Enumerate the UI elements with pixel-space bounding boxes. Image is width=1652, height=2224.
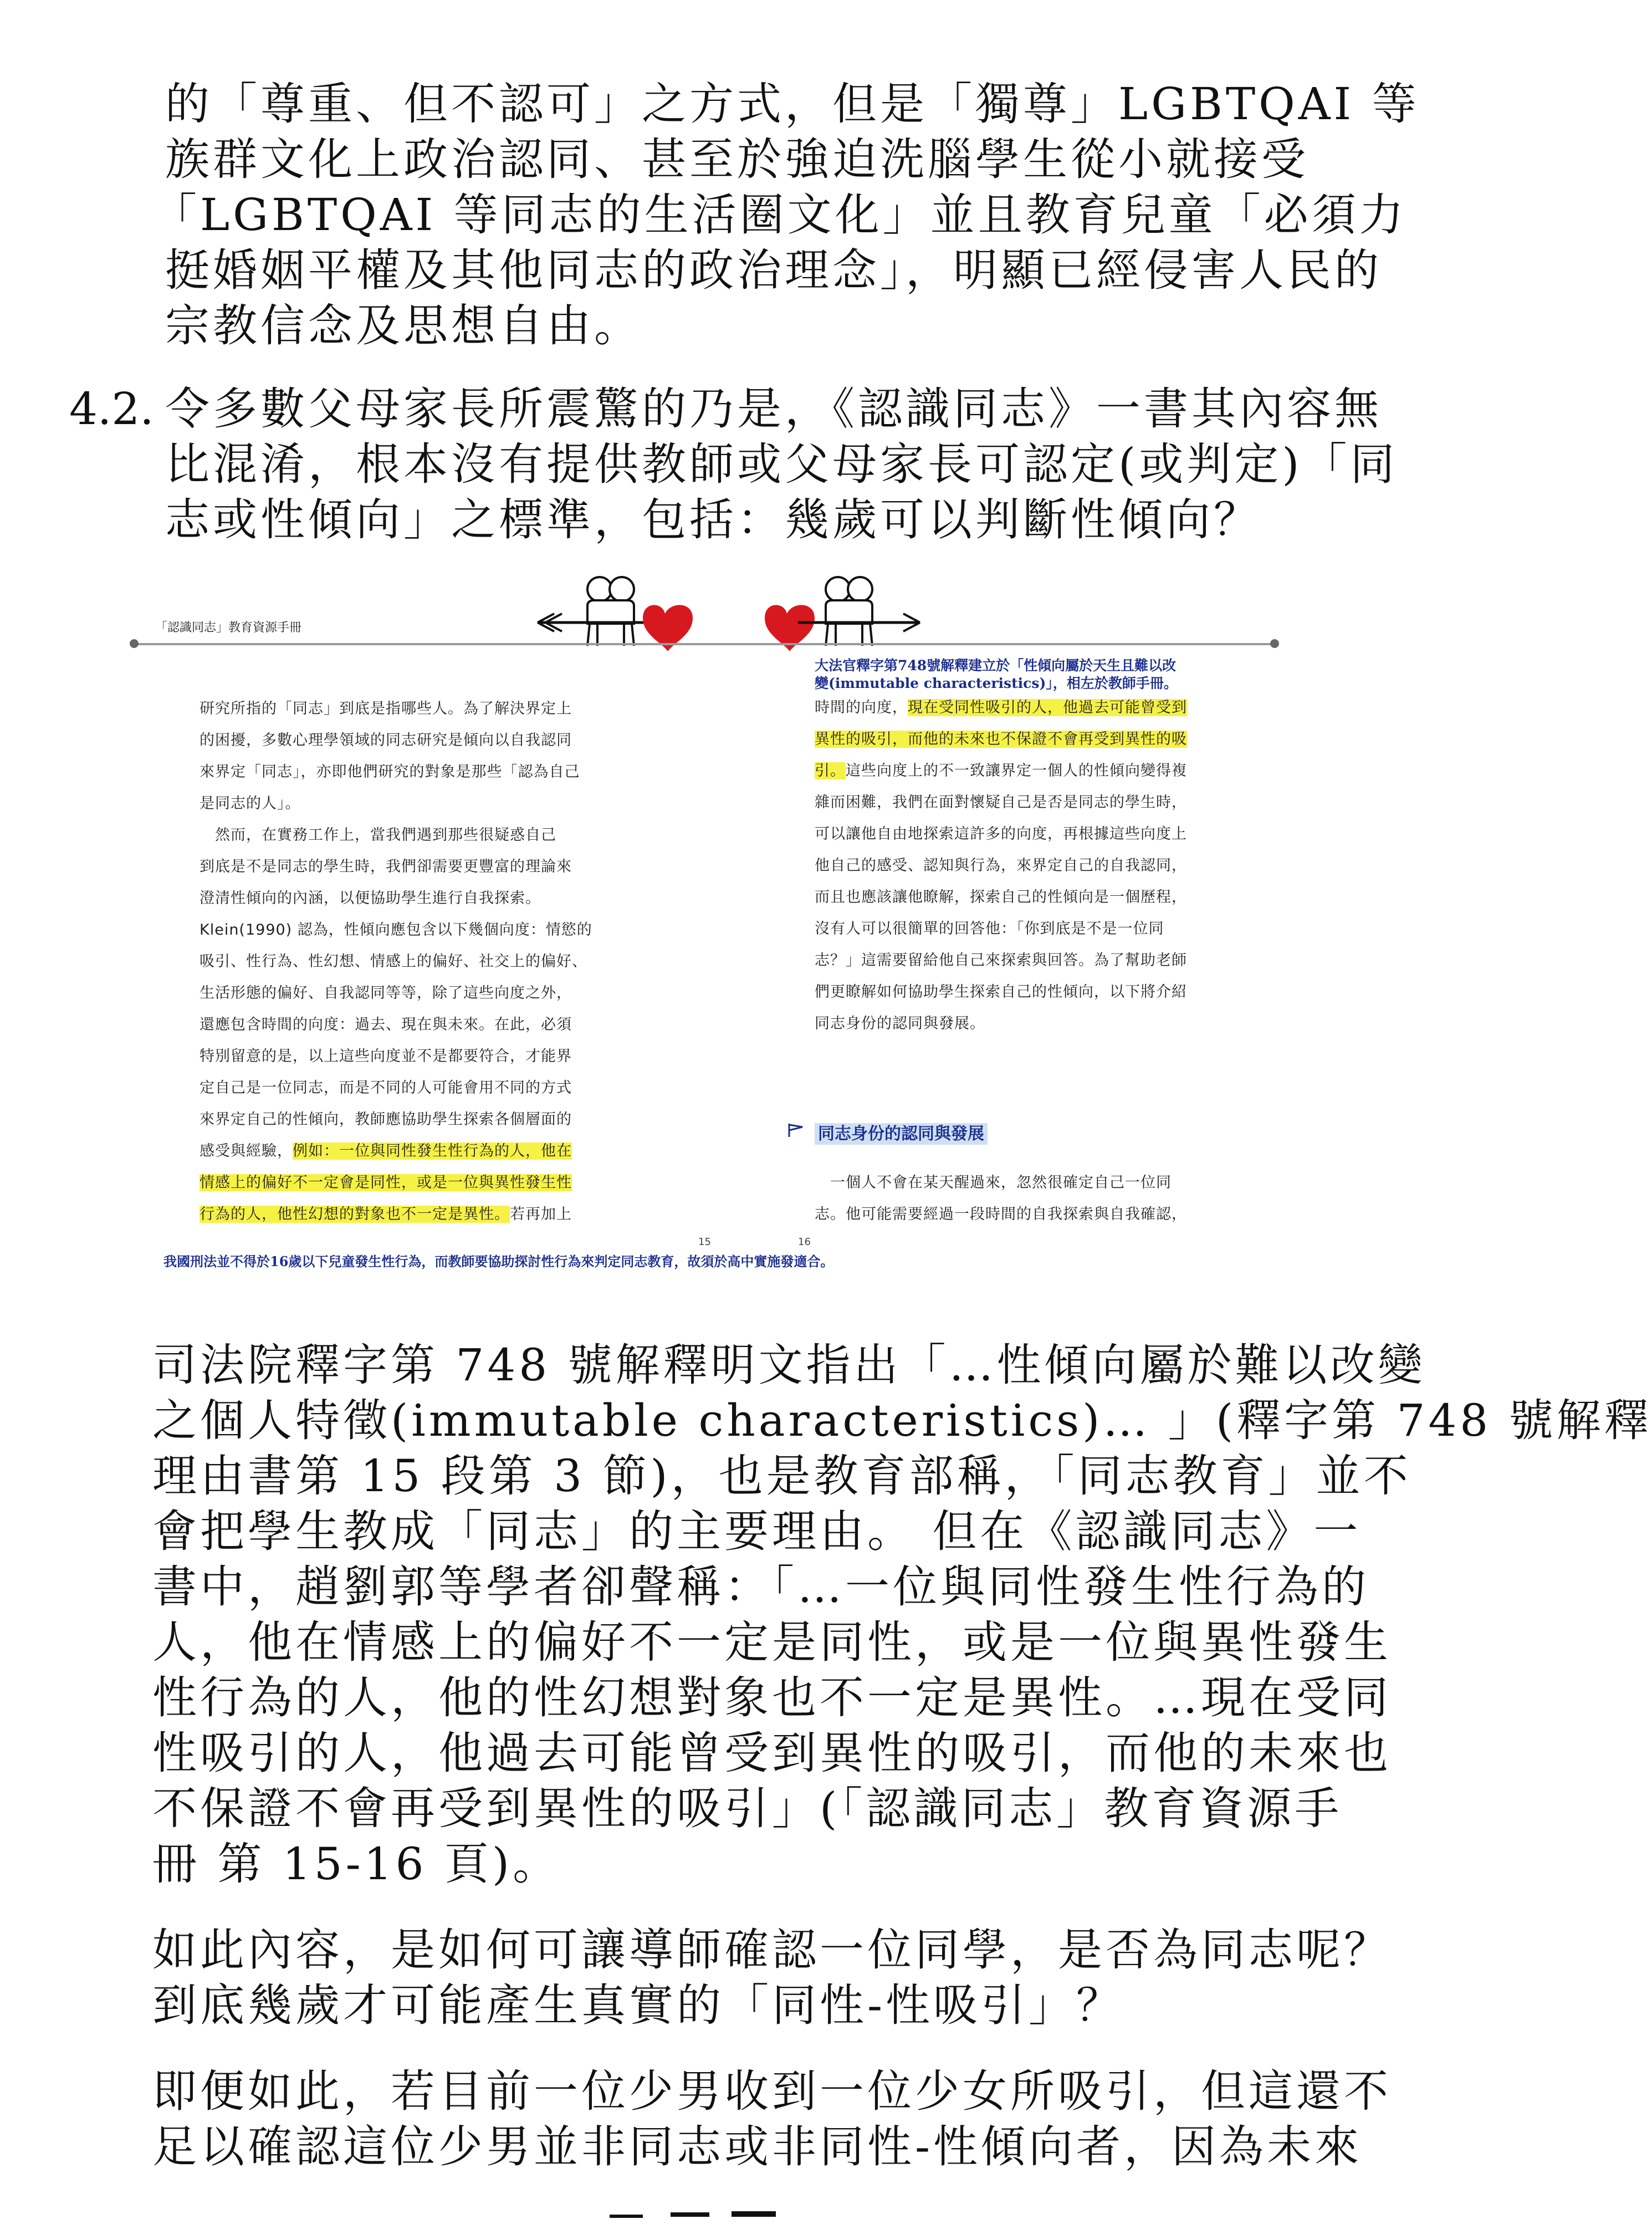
flag-icon — [787, 1121, 806, 1138]
highlight: 例如：一位與同性發生性行為的人，他在 — [293, 1142, 572, 1160]
intro-line: 族群文化上政治認同、甚至於強迫洗腦學生從小就接受 — [165, 134, 1309, 185]
body-line: 不保證不會再受到異性的吸引」(「認識同志」教育資源手 — [152, 1783, 1343, 1834]
handbook-header: 「認識同志」教育資源手冊 — [155, 621, 302, 635]
body-line: 如此內容，是如何可讓導師確認一位同學，是否為同志呢？ — [152, 1924, 1392, 1976]
body-line: 之個人特徵(immutable characteristics)… 」(釋字第 748 號解釋 — [152, 1395, 1652, 1446]
header-rule-dot — [1270, 639, 1279, 648]
cropped-text-fragment — [599, 2209, 798, 2224]
section-line: 令多數父母家長所震驚的乃是，《認識同志》一書其內容無 — [165, 383, 1382, 435]
section-line: 志或性傾向」之標準，包括：幾歲可以判斷性傾向？ — [165, 494, 1261, 545]
section-number: 4.2. — [69, 383, 154, 435]
intro-line: 的「尊重、但不認可」之方式，但是「獨尊」LGBTQAI 等 — [165, 78, 1420, 130]
intro-line: 挺婚姻平權及其他同志的政治理念」，明顯已經侵害人民的 — [165, 244, 1382, 296]
textbook-spread-image — [122, 563, 1286, 1314]
body-line: 冊 第 15-16 頁)。 — [152, 1838, 561, 1890]
body-line: 會把學生教成「同志」的主要理由。 但在《認識同志》一 — [152, 1506, 1362, 1557]
page-number-right: 16 — [798, 1236, 811, 1248]
highlight: 現在受同性吸引的人，他過去可能曾受到 — [908, 699, 1187, 716]
body-line: 到底幾歲才可能產生真實的「同性-性吸引」？ — [152, 1980, 1124, 2031]
right-page-text: 時間的向度，現在受同性吸引的人，他過去可能曾受到 異性的吸引，而他的未來也不保證不會再受到異性的吸 引。這些向度上的不一致讓界定一個人的性傾向變得複 雜而困難，我們在面對懷疑自己是否是同志的學生時， 可以讓他自由地探索這許多的向度，再根據這些向度上 他自己的感受、認知與行為，來界定自己的自我認同， 而且也應該讓他瞭解，探索自己的性傾向是一個歷程， 沒有人可以很簡單的回答他：「你到底是不是一位同 志？」這需要留給他自己來探索與回答。為了幫助老師 們更瞭解如何協助學生探索自己的性傾向，以下將介紹 同志身份的認同與發展。 — [815, 699, 1187, 1032]
intro-line: 宗教信念及思想自由。 — [165, 300, 642, 351]
highlight: 情感上的偏好不一定會是同性，或是一位與異性發生性 — [200, 1174, 572, 1191]
section-title: 同志身份的認同與發展 — [815, 1120, 988, 1144]
body-line: 司法院釋字第 748 號解釋明文指出「…性傾向屬於難以改變 — [152, 1339, 1426, 1391]
body-line: 人，他在情感上的偏好不一定是同性，或是一位與異性發生 — [152, 1616, 1392, 1668]
body-line: 書中，趙劉郭等學者卻聲稱：「…一位與同性發生性行為的 — [152, 1561, 1369, 1613]
body-line: 足以確認這位少男並非同志或非同性-性傾向者，因為未來 — [152, 2121, 1363, 2172]
body-line: 性吸引的人，他過去可能曾受到異性的吸引，而他的未來也 — [152, 1727, 1392, 1779]
bottom-blue-note: 我國刑法並不得於16歲以下兒童發生性行為，而教師要協助探討性行為來判定同志教育，故須於高中實施發適合。 — [163, 1253, 834, 1269]
section-line: 比混淆，根本沒有提供教師或父母家長可認定(或判定)「同 — [165, 438, 1398, 490]
body-line: 即便如此，若目前一位少男收到一位少女所吸引，但這還不 — [152, 2065, 1392, 2117]
blue-annotation: 大法官釋字第748號解釋建立於「性傾向屬於天生且難以改 變(immutable characteristics)」，相左於教師手冊。 — [815, 657, 1178, 691]
header-rule — [133, 643, 1275, 645]
highlight: 行為的人，他性幻想的對象也不一定是異性。 — [200, 1206, 510, 1223]
left-page-text: 研究所指的「同志」到底是指哪些人。為了解決界定上 的困擾，多數心理學領域的同志研究是傾向以自我認同 來界定「同志」，亦即他們研究的對象是那些「認為自己 是同志的人」。 然而，在實務工作上，當我們遇到那些很疑惑自己 到底是不是同志的學生時，我們卻需要更豐富的理論來 澄清性傾向的內涵，以便協助學生進行自我探索。 Klein(1990) 認為，性傾向應包含以下幾個向度：情慾的 吸引、性行為、性幻想、情感上的偏好、社交上的偏好、 生活形態的偏好、自我認同等等，除了這些向度之外， 還應包含時間的向度：過去、現在與未來。在此，必須 特別留意的是，以上這些向度並不是都要符合，才能界 定自己是一位同志，而是不同的人可能會用不同的方式 來界定自己的性傾向，教師應協助學生探索各個層面的 感受與經驗，例如：一位與同性發生性行為的人，他在 情感上的偏好不一定會是同性，或是一位與異性發生性 行為的人，他性幻想的對象也不一定是異性。若再加上 — [200, 700, 592, 1223]
body-line: 理由書第 15 段第 3 節)，也是教育部稱，「同志教育」並不 — [152, 1450, 1411, 1502]
page-number-left: 15 — [698, 1236, 711, 1248]
body-line: 性行為的人，他的性幻想對象也不一定是異性。…現在受同 — [152, 1672, 1392, 1723]
highlight: 引。 — [815, 762, 846, 779]
highlight: 異性的吸引，而他的未來也不保證不會再受到異性的吸 — [815, 731, 1187, 748]
right-page-continuation: 一個人不會在某天醒過來，忽然很確定自己一位同 志。他可能需要經過一段時間的自我探索與自我確認， — [815, 1174, 1187, 1223]
intro-line: 「LGBTQAI 等同志的生活圈文化」並且教育兒童「必須力 — [152, 189, 1407, 241]
header-rule-dot — [130, 639, 139, 648]
